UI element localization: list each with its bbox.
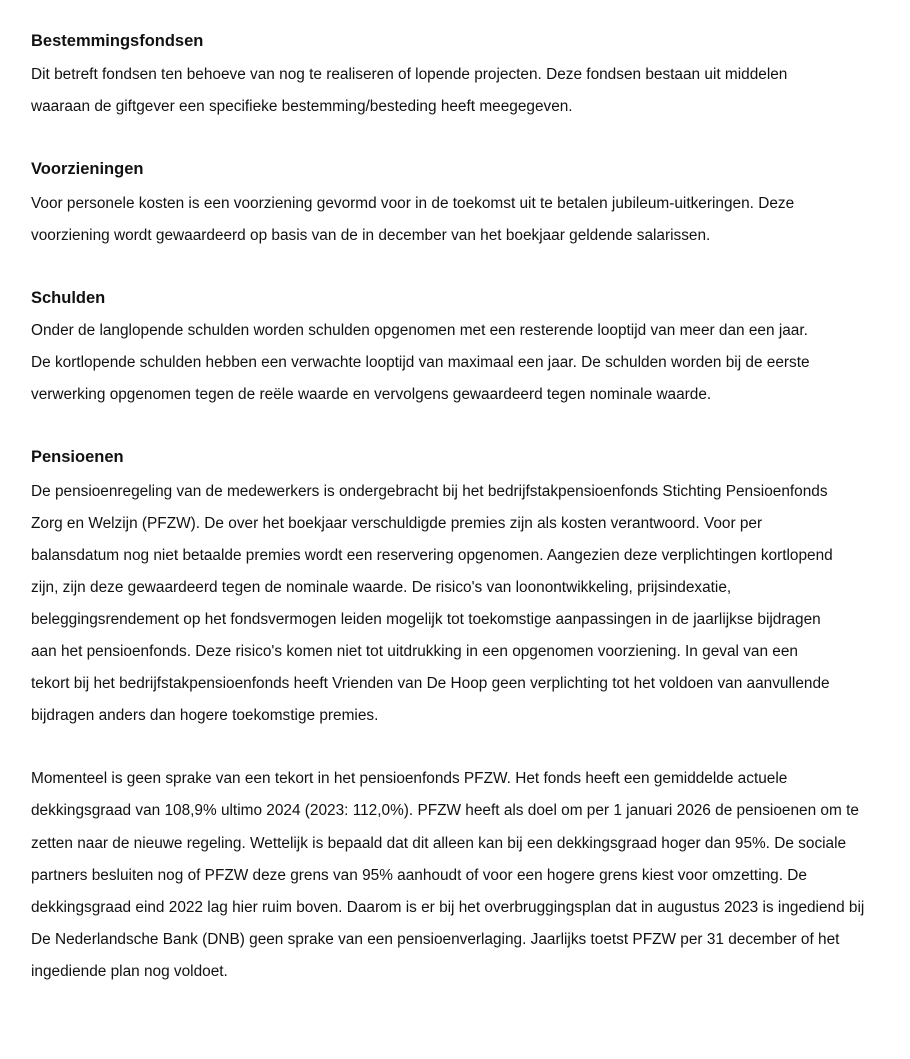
- paragraph-line: Onder de langlopende schulden worden schulden opgenomen met een resterende looptijd van meer dan een jaar.: [31, 322, 808, 339]
- paragraph-line: zijn, zijn deze gewaardeerd tegen de nominale waarde. De risico's van loonontwikkeling, prijsindexatie,: [31, 579, 732, 596]
- paragraph-line: ingediende plan nog voldoet.: [31, 963, 228, 980]
- paragraph-line: bijdragen anders dan hogere toekomstige premies.: [31, 707, 379, 724]
- paragraph-line: Zorg en Welzijn (PFZW). De over het boekjaar verschuldigde premies zijn als kosten verantwoord. Voor per: [31, 515, 763, 532]
- paragraph-line: balansdatum nog niet betaalde premies wordt een reservering opgenomen. Aangezien deze verplichtingen kortlopend: [31, 547, 833, 564]
- heading-voorzieningen: Voorzieningen: [31, 160, 144, 178]
- heading-bestemmingsfondsen: Bestemmingsfondsen: [31, 32, 204, 50]
- paragraph-line: tekort bij het bedrijfstakpensioenfonds heeft Vrienden van De Hoop geen verplichting tot het voldoen van aanvullende: [31, 675, 830, 692]
- paragraph-line: voorziening wordt gewaardeerd op basis van de in december van het boekjaar geldende salarissen.: [31, 227, 711, 244]
- paragraph-line: Voor personele kosten is een voorziening gevormd voor in de toekomst uit te betalen jubileum-uitkeringen. Deze: [31, 195, 795, 212]
- paragraph-line: partners besluiten nog of PFZW deze grens van 95% aanhoudt of voor een hogere grens kiest voor omzetting. De: [31, 867, 807, 884]
- paragraph-line: De pensioenregeling van de medewerkers is ondergebracht bij het bedrijfstakpensioenfonds Stichting Pensioenfonds: [31, 483, 828, 500]
- paragraph-line: verwerking opgenomen tegen de reële waarde en vervolgens gewaardeerd tegen nominale waarde.: [31, 386, 712, 403]
- paragraph-line: dekkingsgraad van 108,9% ultimo 2024 (2023: 112,0%). PFZW heeft als doel om per 1 januari 2026 de pensioenen om te: [31, 802, 859, 819]
- paragraph-line: zetten naar de nieuwe regeling. Wettelijk is bepaald dat dit alleen kan bij een dekkingsgraad hoger dan 95%. De sociale: [31, 835, 847, 852]
- paragraph-line: Dit betreft fondsen ten behoeve van nog te realiseren of lopende projecten. Deze fondsen bestaan uit middelen: [31, 66, 788, 83]
- paragraph-line: aan het pensioenfonds. Deze risico's komen niet tot uitdrukking in een opgenomen voorziening. In geval van een: [31, 643, 798, 660]
- paragraph-line: beleggingsrendement op het fondsvermogen leiden mogelijk tot toekomstige aanpassingen in de jaarlijkse bijdragen: [31, 611, 821, 628]
- heading-pensioenen: Pensioenen: [31, 448, 124, 466]
- paragraph-line: De kortlopende schulden hebben een verwachte looptijd van maximaal een jaar. De schulden worden bij de eerste: [31, 354, 810, 371]
- heading-schulden: Schulden: [31, 289, 106, 307]
- paragraph-line: Momenteel is geen sprake van een tekort in het pensioenfonds PFZW. Het fonds heeft een gemiddelde actuele: [31, 770, 788, 787]
- paragraph-line: waaraan de giftgever een specifieke bestemming/besteding heeft meegegeven.: [31, 98, 573, 115]
- paragraph-line: dekkingsgraad eind 2022 lag hier ruim boven. Daarom is er bij het overbruggingsplan dat in augustus 2023 is ingediend bij: [31, 899, 865, 916]
- paragraph-line: De Nederlandsche Bank (DNB) geen sprake van een pensioenverlaging. Jaarlijks toetst PFZW per 31 december of het: [31, 931, 840, 948]
